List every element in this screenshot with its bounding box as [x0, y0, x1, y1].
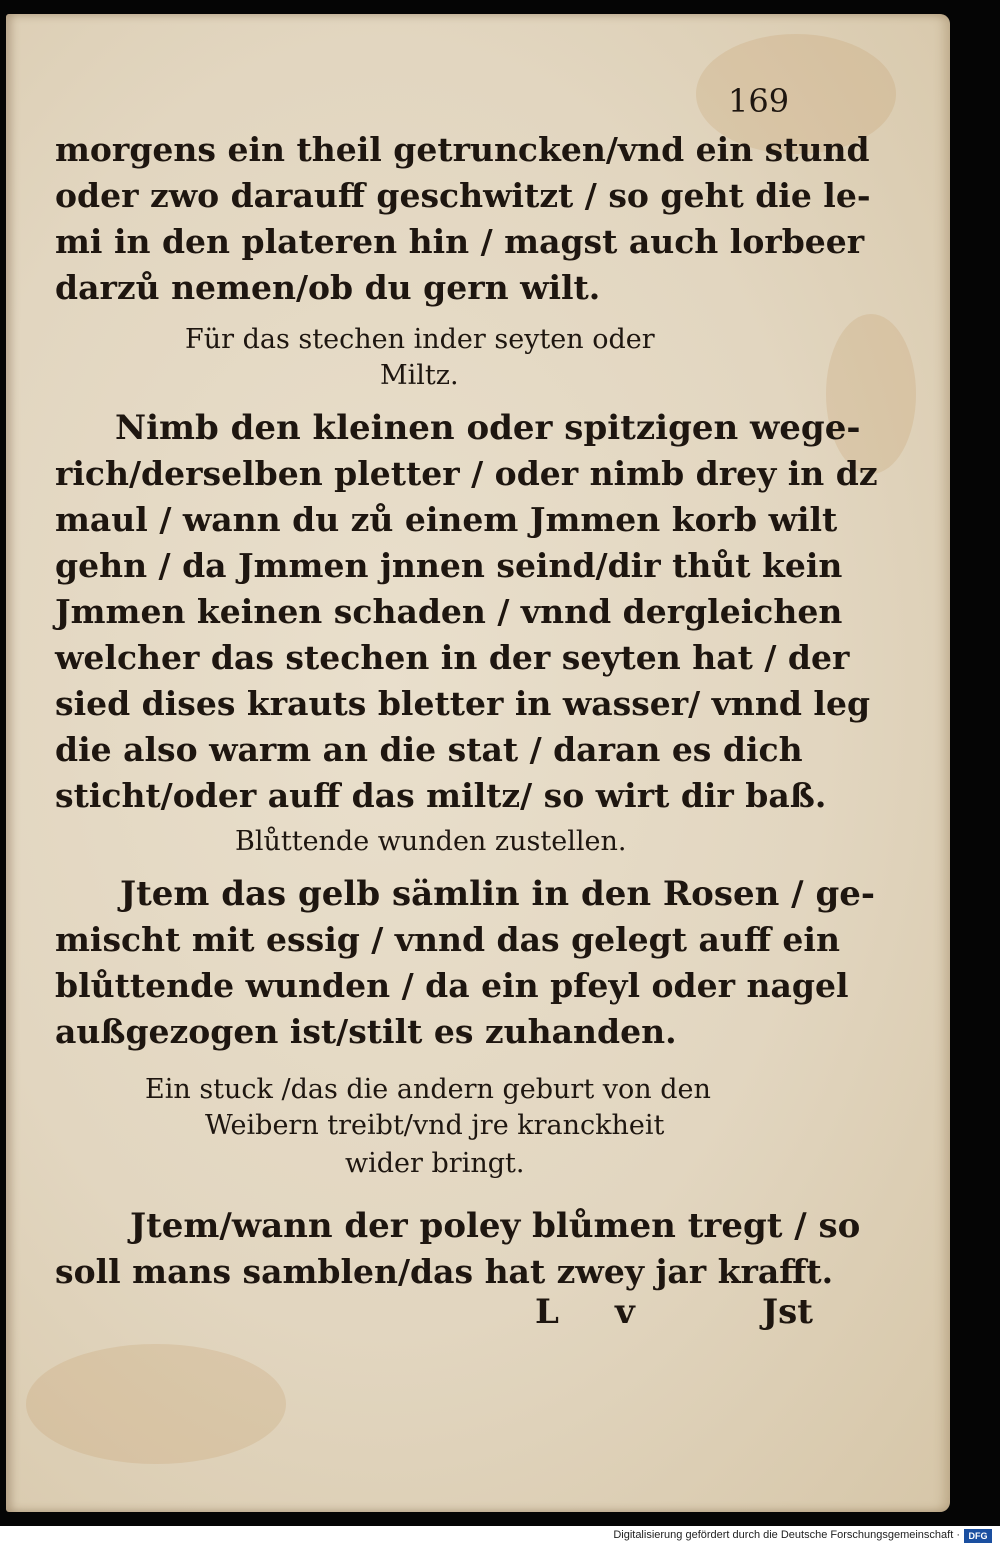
section-heading: wider bringt. [345, 1148, 525, 1179]
text-line: außgezogen ist/stilt es zuhanden. [55, 1012, 677, 1051]
text-line: Jtem/wann der poley blůmen tregt / so [130, 1206, 861, 1246]
text-line: gehn / da Jmmen jnnen seind/dir thůt kein [55, 546, 843, 585]
signature-mark: L [535, 1292, 559, 1332]
text-line: oder zwo darauff geschwitzt / so geht die le- [55, 176, 871, 215]
footer-credit: Digitalisierung gefördert durch die Deutsche Forschungsgemeinschaft · [613, 1529, 960, 1541]
text-line: darzů nemen/ob du gern wilt. [55, 268, 601, 307]
catchword: Jst [762, 1292, 813, 1332]
paper-stain [26, 1344, 286, 1464]
paper-stain [826, 314, 916, 474]
section-heading: Für das stechen inder seyten oder [185, 324, 655, 355]
text-line: mi in den plateren hin / magst auch lorbeer [55, 222, 865, 261]
text-line: soll mans samblen/das hat zwey jar krafft. [55, 1252, 834, 1291]
text-line: blůttende wunden / da ein pfeyl oder nagel [55, 966, 849, 1005]
dfg-logo-icon: DFG [964, 1529, 992, 1543]
text-line: morgens ein theil getruncken/vnd ein stund [55, 130, 870, 169]
text-line: Jmmen keinen schaden / vnnd dergleichen [55, 592, 843, 631]
text-line: Nimb den kleinen oder spitzigen wege- [115, 408, 861, 448]
text-line: welcher das stechen in der seyten hat / der [55, 638, 850, 677]
signature-mark: v [615, 1292, 635, 1332]
text-line: maul / wann du zů einem Jmmen korb wilt [55, 500, 838, 539]
text-line: mischt mit essig / vnnd das gelegt auff ein [55, 920, 840, 959]
text-line: Jtem das gelb sämlin in den Rosen / ge- [120, 874, 875, 914]
text-line: sticht/oder auff das miltz/ so wirt dir baß. [55, 776, 827, 815]
section-heading: Weibern treibt/vnd jre kranckheit [205, 1110, 665, 1141]
section-heading: Miltz. [380, 360, 459, 391]
text-line: die also warm an die stat / daran es dich [55, 730, 803, 769]
text-line: rich/derselben pletter / oder nimb drey in dz [55, 454, 878, 493]
page-number: 169 [728, 82, 790, 120]
section-heading: Ein stuck /das die andern geburt von den [145, 1074, 711, 1105]
text-line: sied dises krauts bletter in wasser/ vnnd leg [55, 684, 871, 723]
footer-bar [0, 1526, 1000, 1546]
section-heading: Blůttende wunden zustellen. [235, 826, 627, 857]
